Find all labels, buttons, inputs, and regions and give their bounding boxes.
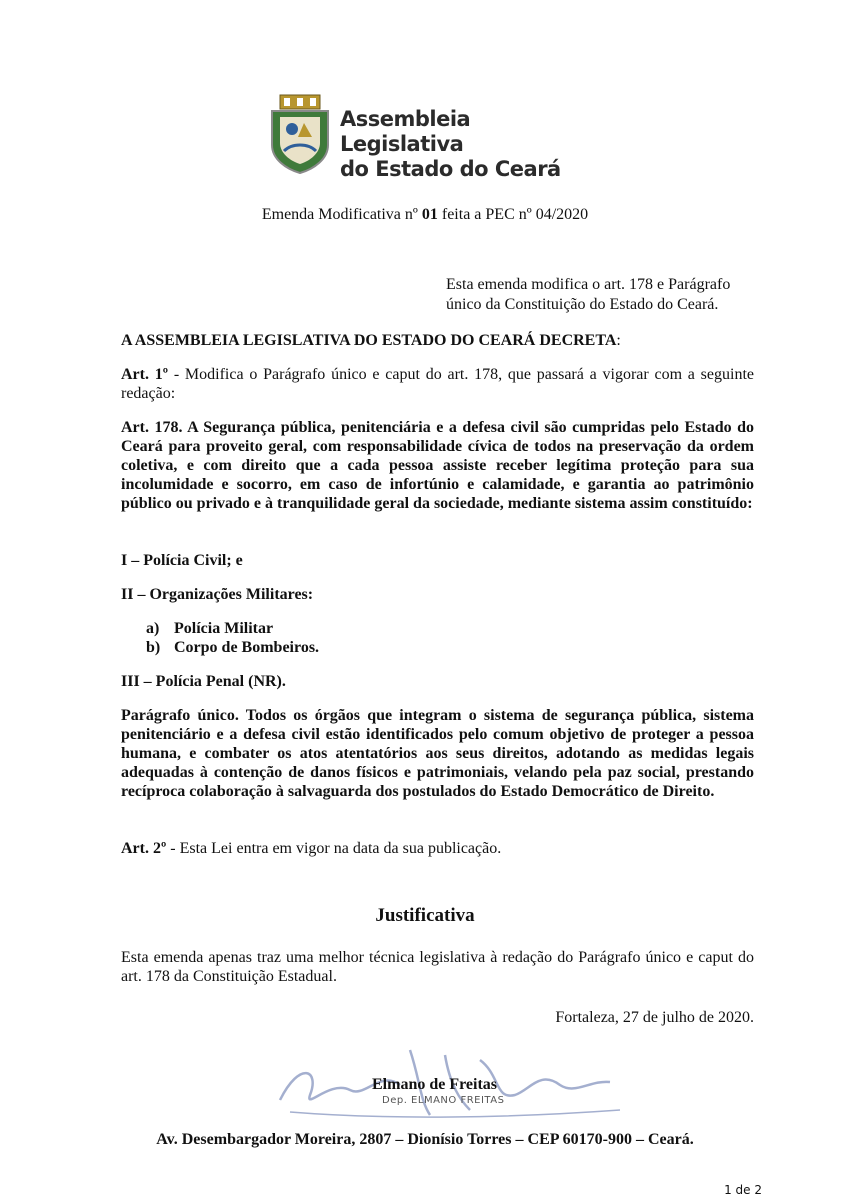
inciso-ii: II – Organizações Militares: bbox=[121, 586, 314, 603]
decreta-line: A ASSEMBLEIA LEGISLATIVA DO ESTADO DO CEARÁ DECRETA: bbox=[121, 332, 621, 349]
assembly-logo bbox=[268, 93, 588, 181]
justificativa-heading: Justificativa bbox=[375, 905, 475, 926]
page-number: 1 de 2 bbox=[724, 1183, 762, 1197]
alinea-a: a) Polícia Militar bbox=[146, 620, 274, 637]
alinea-b: b) Corpo de Bombeiros. bbox=[146, 639, 320, 656]
art-2: Art. 2º - Esta Lei entra em vigor na data da sua publicação. bbox=[121, 840, 502, 857]
ementa: Esta emenda modifica o art. 178 e Parágrafo único da Constituição do Estado do Ceará. bbox=[446, 276, 731, 313]
justificativa-text: Esta emenda apenas traz uma melhor técnica legislativa à redação do Parágrafo único e caput do art. 178 da Constituição Estadual. bbox=[121, 949, 754, 985]
date-line: Fortaleza, 27 de julho de 2020. bbox=[555, 1009, 754, 1026]
footer-address: Av. Desembargador Moreira, 2807 – Dionísio Torres – CEP 60170-900 – Ceará. bbox=[156, 1131, 694, 1148]
emenda-number: 01 bbox=[421, 206, 438, 223]
paragrafo-unico: Parágrafo único. Todos os órgãos que integram o sistema de segurança pública, sistema penitenciário e a defesa civil estão identificados pelo comum objetivo de proteger a pessoa humana, e combater os atos atentatórios aos seus direitos, adotando as medidas legais adequadas à contenção de danos físicos e patrimoniais, velando pela paz social, prestando recíproca colaboração à salvaguarda dos postulados do Estado Democrático de Direito. bbox=[121, 707, 754, 800]
art-178: Art. 178. A Segurança pública, penitenciária e a defesa civil são cumpridas pelo Estado do Ceará para proveito geral, com responsabilidade cívica de todos na preservação da ordem coletiva, e com direito que a cada pessoa assiste receber legítima proteção para sua incolumidade e socorro, em caso de infortúnio e calamidade, e garantia ao patrimônio público ou privado e à tranquilidade geral da sociedade, mediante sistema assim constituído: bbox=[121, 419, 754, 512]
document-title: Emenda Modificativa nº 01 feita a PEC nº 04/2020 bbox=[261, 206, 589, 223]
crest-icon bbox=[268, 93, 332, 175]
signer-name: Elmano de Freitas bbox=[372, 1076, 498, 1093]
inciso-iii: III – Polícia Penal (NR). bbox=[121, 673, 286, 690]
art-1: Art. 1º - Modifica o Parágrafo único e caput do art. 178, que passará a vigorar com a seguinte redação: bbox=[121, 366, 755, 402]
signer-stamp: Dep. ELMANO FREITAS bbox=[382, 1095, 505, 1106]
logo-line-1: Assembleia Legislativa bbox=[340, 107, 471, 156]
logo-line-2: do Estado do Ceará bbox=[340, 157, 561, 181]
inciso-i: I – Polícia Civil; e bbox=[121, 552, 243, 569]
signature-block bbox=[270, 1040, 640, 1130]
